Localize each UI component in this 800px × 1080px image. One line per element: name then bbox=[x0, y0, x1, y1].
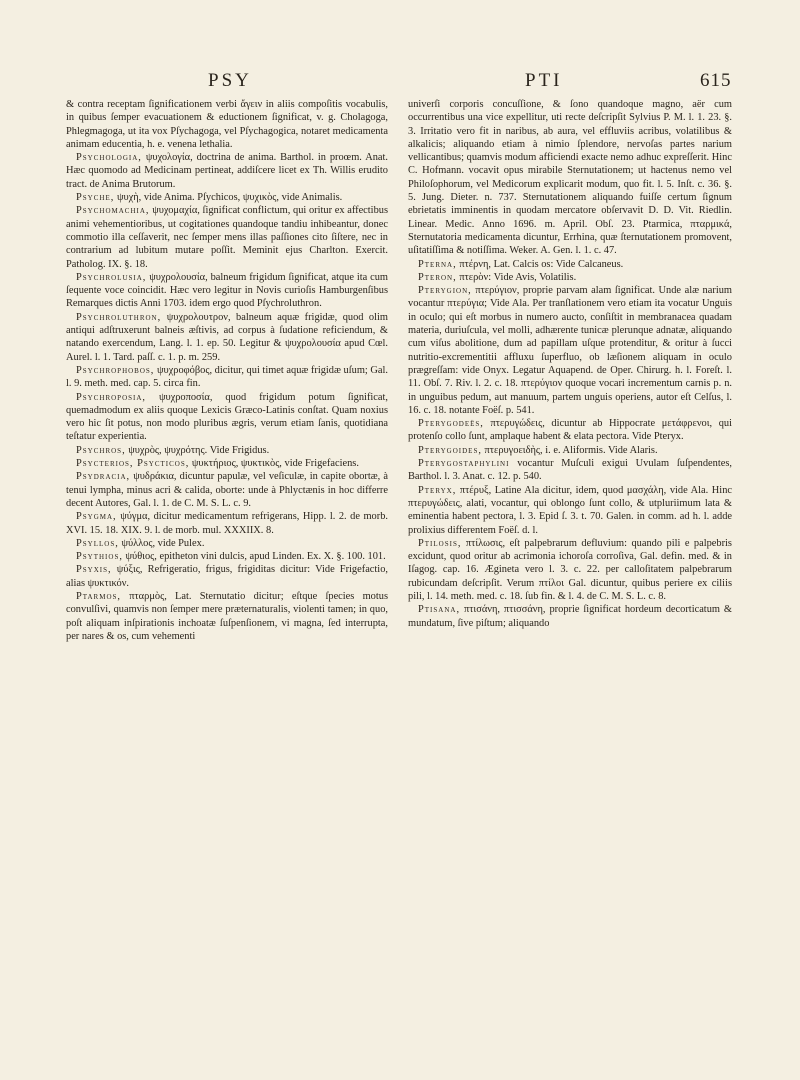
dictionary-entry bbox=[408, 603, 732, 630]
entry-text: πτίλωσις, eſt palpebrarum defluvium: quando pili e palpebris excidunt, quod oritur ab acrimonia ichoroſa corroſiva, Gal. defin. med. & in Iſagog. cap. 16. Ægineta vero l. 3. c. 22. per calloſitatem palpebrarum rubicundam deſcripſit. Verum πτίλοι Gal. dicuntur, quibus periere ex ciliis pili, l. 14. meth. med. c. 18. ſub fin. & l. 4. de C. M. S. L. c. 8. bbox=[408, 537, 732, 602]
entry-text: πτέρνη, Lat. Calcis os: Vide Calcaneus. bbox=[459, 258, 624, 270]
page-number: 615 bbox=[700, 70, 732, 91]
entry-text: & contra receptam ſignificationem verbi ἄγειν in aliis compoſitis vocabulis, in quibus ſemper evacuationem & eductionem ſignificat, v. g. Cholagoga, Phlegmagoga, ut ita vox Pſychagoga, vel Pſychagogica, notaret medicamenta animam educentia, h. e. venena lethalia. bbox=[66, 99, 388, 150]
entry-headword: Ptilosis, bbox=[418, 537, 462, 549]
right-text-column bbox=[408, 98, 732, 1048]
dictionary-entry bbox=[66, 391, 388, 444]
entry-headword: Psychologia, bbox=[76, 152, 142, 164]
entry-headword: Psychrolusia, bbox=[76, 271, 147, 283]
dictionary-entry bbox=[66, 510, 388, 537]
entry-headword: Ptarmos, bbox=[76, 590, 121, 602]
entry-text: ψυκτήριος, ψυκτικὸς, vide Frigefaciens. bbox=[191, 458, 359, 470]
entry-text: ψυχρολουσία, balneum frigidum ſignificat, atque ita cum ſequente voce coincidit. Hæc vero legitur in Novis curioſis Hamburgenſibus Remarques dictis Anni 1703. idem ergo quod Pſychroluthron. bbox=[66, 271, 388, 310]
entry-headword: Pterygion, bbox=[418, 285, 472, 297]
dictionary-entry bbox=[408, 271, 732, 284]
dictionary-entry bbox=[66, 364, 388, 391]
dictionary-entry bbox=[66, 563, 388, 590]
dictionary-entry bbox=[66, 191, 388, 204]
entry-headword: Psychomachia, bbox=[76, 205, 150, 217]
dictionary-entry bbox=[66, 98, 388, 151]
entry-text: πτερυγώδεις, dicuntur ab Hippocrate μετάφρενοι, qui protenſo collo ſunt, amplaque habent & elata pectora. Vide Pteryx. bbox=[408, 418, 732, 443]
entry-headword: Pterygostaphylini bbox=[418, 458, 510, 470]
entry-text: ψυχροφόβος, dicitur, qui timet aquæ frigidæ uſum; Gal. l. 9. meth. med. cap. 5. circa fin. bbox=[66, 364, 388, 390]
entry-headword: Psychroluthron, bbox=[76, 311, 162, 323]
dictionary-entry bbox=[66, 550, 388, 563]
entry-text: ψύξις, Refrigeratio, frigus, frigiditas dicitur: Vide Frigefactio, alias ψυκτικόν. bbox=[66, 564, 388, 589]
entry-text: univerſi corporis concuſſione, & ſono quandoque magno, aër cum occurrentibus una vice expellitur, uti recte deſcripſit Sylvius P. M. l. 1. 23. §. 3. Irritatio vero fit in naribus, ab aura, vel effluviis acribus, volatilibus & alkalicis; aliquando etiam à nimio ſplendore, nervoſas partes narium vellicantibus; quamvis modum afficiendi exacte nemo adhuc expreſſerit. Hinc C. Hofmann. vocavit opus mirabile Sternutationem; ut hactenus nemo vel Philoſophorum, vel Medicorum explicarit modum, quo fit. l. 5. Inſt. c. 36. §. 5. Jung. Dieter. n. 737. Sternutationem aliquando fuiſſe certum ſignum ebrietatis imminentis in quodam mercatore obſervavit D. D. Vit. Riedlin. Linear. Medic. Anno 1696. m. April. Obſ. 23. Ptarmica, πταρμικά, Sternutatoria medicamenta dicuntur, Errhina, quæ ſternutationem promovent, uſitatiſſima & notiſſima. Weker. A. Gen. l. 1. c. 47. bbox=[408, 99, 732, 257]
left-text-column bbox=[66, 98, 388, 1048]
entry-headword: Pterygodeës, bbox=[418, 418, 484, 430]
running-header bbox=[0, 70, 800, 100]
dictionary-entry bbox=[66, 271, 388, 311]
entry-text: ψυχροποσία, quod frigidum potum ſignificat, quemadmodum ex aliis quoque Lexicis Græco-Latinis conſtat. Quam noxius vero hic ſit potus, non modo pluribus ægris, verum etiam ſanis, quotidiana teſtatur experientia. bbox=[66, 391, 388, 443]
entry-text: ψύθιος, epitheton vini dulcis, apud Linden. Ex. X. §. 100. 101. bbox=[125, 551, 386, 563]
entry-text: ψυχρὸς, ψυχρότης. Vide Frigidus. bbox=[128, 444, 270, 456]
entry-headword: Pteron, bbox=[418, 271, 457, 283]
dictionary-entry bbox=[408, 417, 732, 444]
entry-text: πτισάνη, πτισσάνη, proprie ſignificat hordeum decorticatum & mundatum, ſive piſtum; aliquando bbox=[408, 604, 732, 629]
entry-headword: Psythios, bbox=[76, 551, 123, 563]
entry-headword: Psychroposia, bbox=[76, 391, 147, 403]
entry-headword: Psydracia, bbox=[76, 471, 131, 483]
dictionary-entry bbox=[408, 484, 732, 537]
dictionary-entry bbox=[408, 98, 732, 258]
entry-text: πτέρυξ, Latine Ala dicitur, idem, quod μασχάλη, vide Ala. Hinc πτερυγώδεις, alati, vocantur, qui oblongo ſunt collo, & utpluriimum lata & eminentia habent pectora, l. 3. Epid ſ. 3. t. 70. Galen. in comm. ad h. l. adde prolixius differentem Foëſ. d. l. bbox=[408, 484, 732, 536]
entry-text: πτερύγιον, proprie parvam alam ſignificat. Unde alæ narium vocantur πτερύγια; Vide Ala. Per tranſlationem vero etiam ita vocatur Unguis in oculo; qui eſt morbus in numero aucto, conſiſtit in membranacea quadam materia, duriuſcula, vel molli, adhærente tunicæ plerunque adnatæ, aliquando cum viſus abolitione, dum ad papillam uſque protenditur, & oritur à ſucci nutritio-excrementitii affluxu ſuperfluo, ob læſionem aliquam in oculo prægreſſam: vide Onyx. Legatur Aquapend. de Oper. Chirurg. h. l. Foreſt. l. 11. Obſ. 7. Riv. l. 2. c. 18. πτερύγιον quoque vocari incrementum carnis p. n. in unguibus pedum, aut manuum, partem unguis operiens, autor eſt Celſus, l. 16. c. 18. notante Foëſ. p. 541. bbox=[408, 285, 732, 416]
entry-text: vocantur Muſculi exigui Uvulam ſuſpendentes, Barthol. l. 3. Anat. c. 12. p. 540. bbox=[408, 458, 732, 483]
entry-text: πτερὸν: Vide Avis, Volatilis. bbox=[459, 271, 577, 283]
entry-text: ψυχολογία, doctrina de anima. Barthol. in proœm. Anat. Hæc quomodo ad Medicinam pertineat, addiſcere licet ex Th. Willis erudito tract. de Anima Brutorum. bbox=[66, 152, 388, 190]
header-right-catchword: PTI bbox=[525, 70, 563, 91]
entry-text: ψυχὴ, vide Anima. Pſychicos, ψυχικὸς, vide Animalis. bbox=[116, 192, 343, 204]
dictionary-entry bbox=[66, 311, 388, 364]
dictionary-entry bbox=[66, 470, 388, 510]
dictionary-entry bbox=[66, 590, 388, 643]
entry-headword: Psychrophobos, bbox=[76, 364, 155, 376]
entry-headword: Psyllos, bbox=[76, 537, 119, 549]
entry-headword: Ptisana, bbox=[418, 604, 461, 616]
entry-text: πτερυγοειδὴς, i. e. Aliformis. Vide Alaris. bbox=[484, 444, 658, 456]
entry-text: ψυδράκια, dicuntur papulæ, vel veſiculæ, in capite obortæ, à tenui lympha, minus acri & calida, oborte: unde à Phlyctænis in hoc differre decent Autores, Gal. l. 1. de C. M. S. L. c. 9. bbox=[66, 471, 388, 509]
entry-headword: Psygma, bbox=[76, 511, 117, 523]
entry-headword: Psycterios, Psycticos, bbox=[76, 458, 190, 470]
entry-headword: Psychros, bbox=[76, 444, 126, 456]
entry-text: ψύλλος, vide Pulex. bbox=[121, 537, 205, 549]
entry-text: ψυχρολουτρον, balneum aquæ frigidæ, quod olim antiqui adſtruxerunt balneis æſtivis, ad corpus à ſudatione reficiendum, & natando exercendum, Lang. l. 1. ep. 50. Legitur & ψυχρολουσία apud Cœl. Aurel. l. 1. Tard. paſſ. c. 1. p. m. 259. bbox=[66, 311, 388, 363]
dictionary-entry bbox=[408, 457, 732, 484]
entry-text: ψυχομαχία, ſignificat conflictum, qui oritur ex affectibus animi vehementioribus, ut cogitationes quandoque tandiu inhibeantur, donec commotio illa ceſſaverit, nec ſemper mens illas paſſiones cito ſiſtere, nec in contrarium ad lubitum mutare poſſit. Meminit ejus Charlton. Exercit. Patholog. IX. §. 18. bbox=[66, 205, 388, 270]
dictionary-entry bbox=[66, 537, 388, 550]
dictionary-entry bbox=[66, 457, 388, 470]
dictionary-entry bbox=[408, 444, 732, 457]
dictionary-entry bbox=[66, 151, 388, 191]
dictionary-entry bbox=[408, 284, 732, 417]
dictionary-entry bbox=[408, 258, 732, 271]
dictionary-entry bbox=[66, 204, 388, 270]
entry-headword: Pterygoides, bbox=[418, 444, 482, 456]
entry-text: πταρμὸς, Lat. Sternutatio dicitur; eſtque ſpecies motus convulſivi, quamvis non ſemper mere præternaturalis, violenti tamen; in quo, poſt aliquam inſpirationis inchoatæ ſuſpenſionem, vi magna, ſed interrupta, per nares & os, cum vehementi bbox=[66, 590, 388, 642]
entry-headword: Psyche, bbox=[76, 192, 115, 204]
entry-headword: Pterna, bbox=[418, 258, 457, 270]
dictionary-entry bbox=[408, 537, 732, 603]
entry-headword: Pteryx, bbox=[418, 484, 457, 496]
entry-text: ψύγμα, dicitur medicamentum refrigerans, Hipp. l. 2. de morb. XVI. 15. 18. XIX. 9. l. de morb. mul. XXXIIX. 8. bbox=[66, 511, 388, 536]
header-left-catchword: PSY bbox=[208, 70, 252, 91]
entry-headword: Psyxis, bbox=[76, 564, 112, 576]
dictionary-entry bbox=[66, 444, 388, 457]
